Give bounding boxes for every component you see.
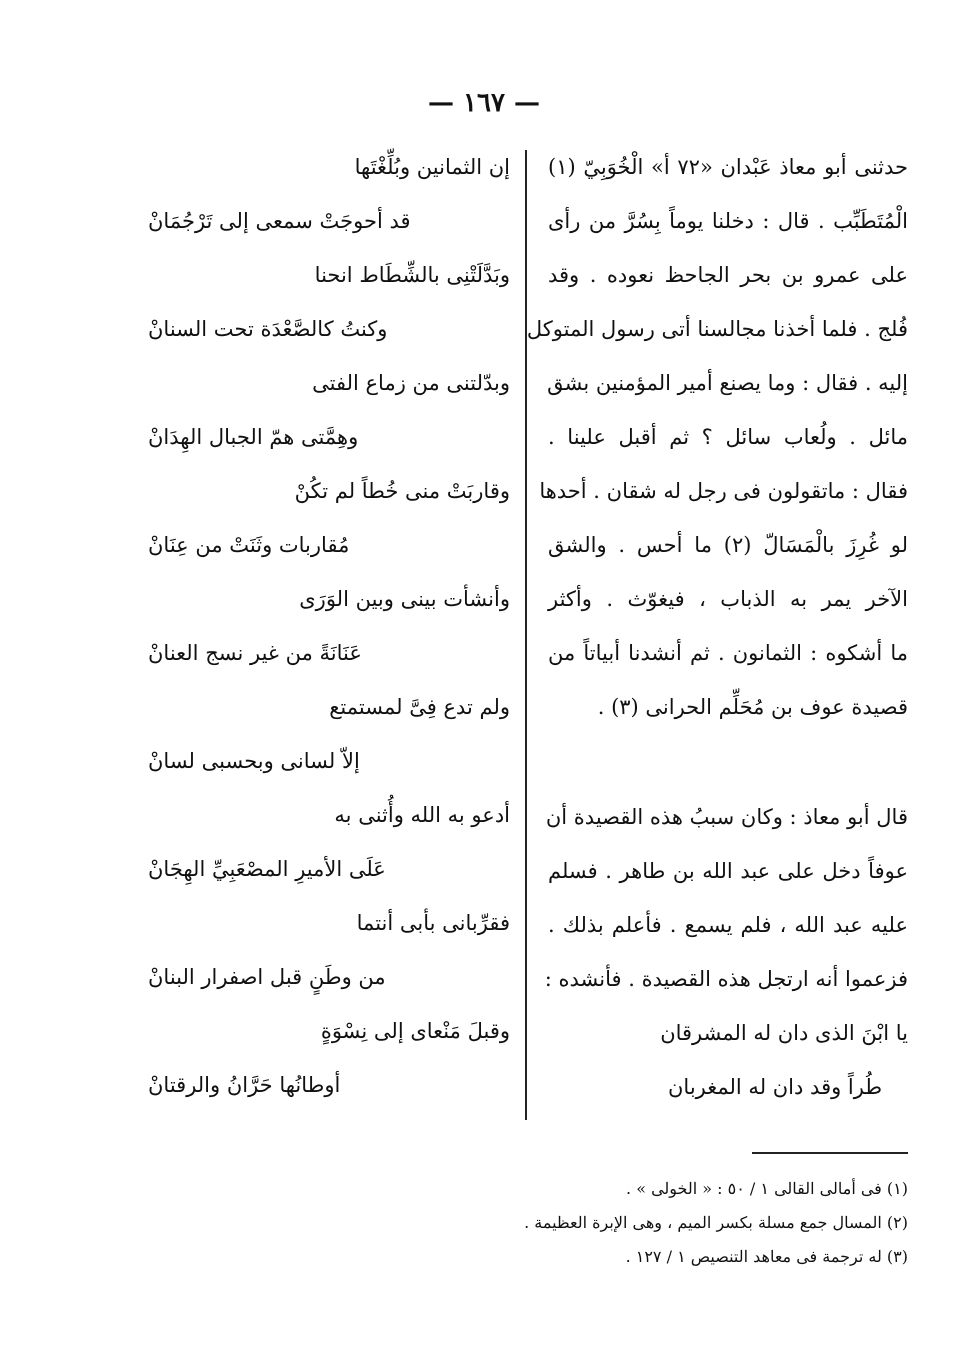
- poem-hemistich: مُقاربات وثَنَتْ من عِنَانْ: [148, 533, 350, 557]
- page-number: — ١٦٧ —: [427, 88, 541, 118]
- prose-line: ما أشكوه : الثمانون . ثم أنشدنا أبياتاً من: [548, 641, 908, 665]
- paragraph-gap: [548, 734, 908, 790]
- poem-hemistich: وأنشأت بينى وبين الوَرَى: [299, 587, 510, 611]
- prose-line: فقال : ماتقولون فى رجل له شقان . أحدها: [539, 479, 908, 503]
- poem-hemistich: أوطانُها حَرَّانُ والرقتانْ: [148, 1073, 341, 1097]
- poem-column: [140, 140, 510, 1112]
- column-divider: [525, 150, 527, 1120]
- poem-hemistich: وكنتُ كالصَّعْدَة تحت السنانْ: [148, 317, 388, 341]
- poem-hemistich: قد أحوجَتْ سمعى إلى تَرْجُمَانْ: [148, 209, 411, 233]
- poem-hemistich: إلاّ لسانى وبحسبى لسانْ: [148, 749, 360, 773]
- verse-line: يا ابْنَ الذى دان له المشرقان: [660, 1021, 908, 1045]
- poem-hemistich: وقاربَتْ منى خُطاً لم تكُنْ: [294, 479, 510, 503]
- poem-hemistich: وبَدَّلَتْنِى بالشِّطَاط انحنا: [314, 263, 510, 287]
- footnote-separator: [752, 1152, 908, 1154]
- footnote: (٣) له ترجمة فى معاهد التنصيص ١ / ١٢٧ .: [625, 1247, 908, 1266]
- prose-line: على عمرو بن بحر الجاحظ نعوده . وقد: [548, 263, 908, 287]
- poem-hemistich: عَلَى الأميرِ المصْعَبِيِّ الهِجَانْ: [148, 857, 386, 881]
- poem-hemistich: فقرِّبانى بأبى أنتما: [356, 911, 510, 935]
- prose-line: فزعموا أنه ارتجل هذه القصيدة . فأنشده :: [544, 967, 908, 991]
- footnote: (١) فى أمالى القالى ١ / ٥٠ : « الخولى » .: [626, 1179, 908, 1198]
- prose-line: قال أبو معاذ : وكان سببُ هذه القصيدة أن: [545, 805, 908, 829]
- poem-hemistich: إن الثمانين وبُلِّغْتَها: [354, 155, 510, 179]
- poem-hemistich: وقبلَ مَنْعاى إلى نِسْوَةٍ: [320, 1019, 510, 1043]
- prose-line: عليه عبد الله ، فلم يسمع . فأعلم بذلك .: [548, 913, 908, 937]
- prose-line: قصيدة عوف بن مُحَلِّم الحرانى (٣) .: [597, 695, 908, 719]
- prose-line: فُلج . فلما أخذنا مجالسنا أتى رسول المتوكل: [526, 317, 908, 341]
- footnote: (٢) المسال جمع مسلة بكسر الميم ، وهى الإبرة العظيمة .: [524, 1213, 908, 1232]
- prose-line: إليه . فقال : وما يصنع أمير المؤمنين بشق: [547, 371, 908, 395]
- verse-line: طُراً وقد دان له المغربان: [668, 1075, 883, 1099]
- prose-line: لو غُرِزَ بالْمَسَالّ (٢) ما أحس . والشق: [548, 533, 908, 557]
- poem-hemistich: ولم تدع فِىَّ لمستمتع: [329, 695, 510, 719]
- prose-line: حدثنى أبو معاذ عَبْدان «٧٢ أ» الْخُوَبِيّ (١): [548, 155, 909, 179]
- poem-hemistich: عَنَانَةً من غير نسج العنانْ: [148, 641, 362, 665]
- prose-line: مائل . ولُعاب سائل ؟ ثم أقبل علينا .: [548, 425, 908, 449]
- poem-hemistich: من وطَنٍ قبل اصفرار البنانْ: [148, 965, 386, 989]
- prose-line: عوفاً دخل على عبد الله بن طاهر . فسلم: [548, 859, 908, 883]
- prose-column: [526, 140, 909, 1114]
- prose-line: الآخر يمر به الذباب ، فيغوّث . وأكثر: [548, 587, 908, 611]
- footnotes: [420, 1172, 908, 1274]
- prose-line: الْمُتَطَبِّب . قال : دخلنا يوماً بِسُرَّ من رأى: [548, 209, 908, 233]
- poem-hemistich: وهِمَّتى همّ الجبال الهِدَانْ: [148, 425, 359, 449]
- poem-hemistich: أدعو به الله وأُثنى به: [334, 803, 510, 827]
- poem-hemistich: وبدّلتنى من زماع الفتى: [312, 371, 510, 395]
